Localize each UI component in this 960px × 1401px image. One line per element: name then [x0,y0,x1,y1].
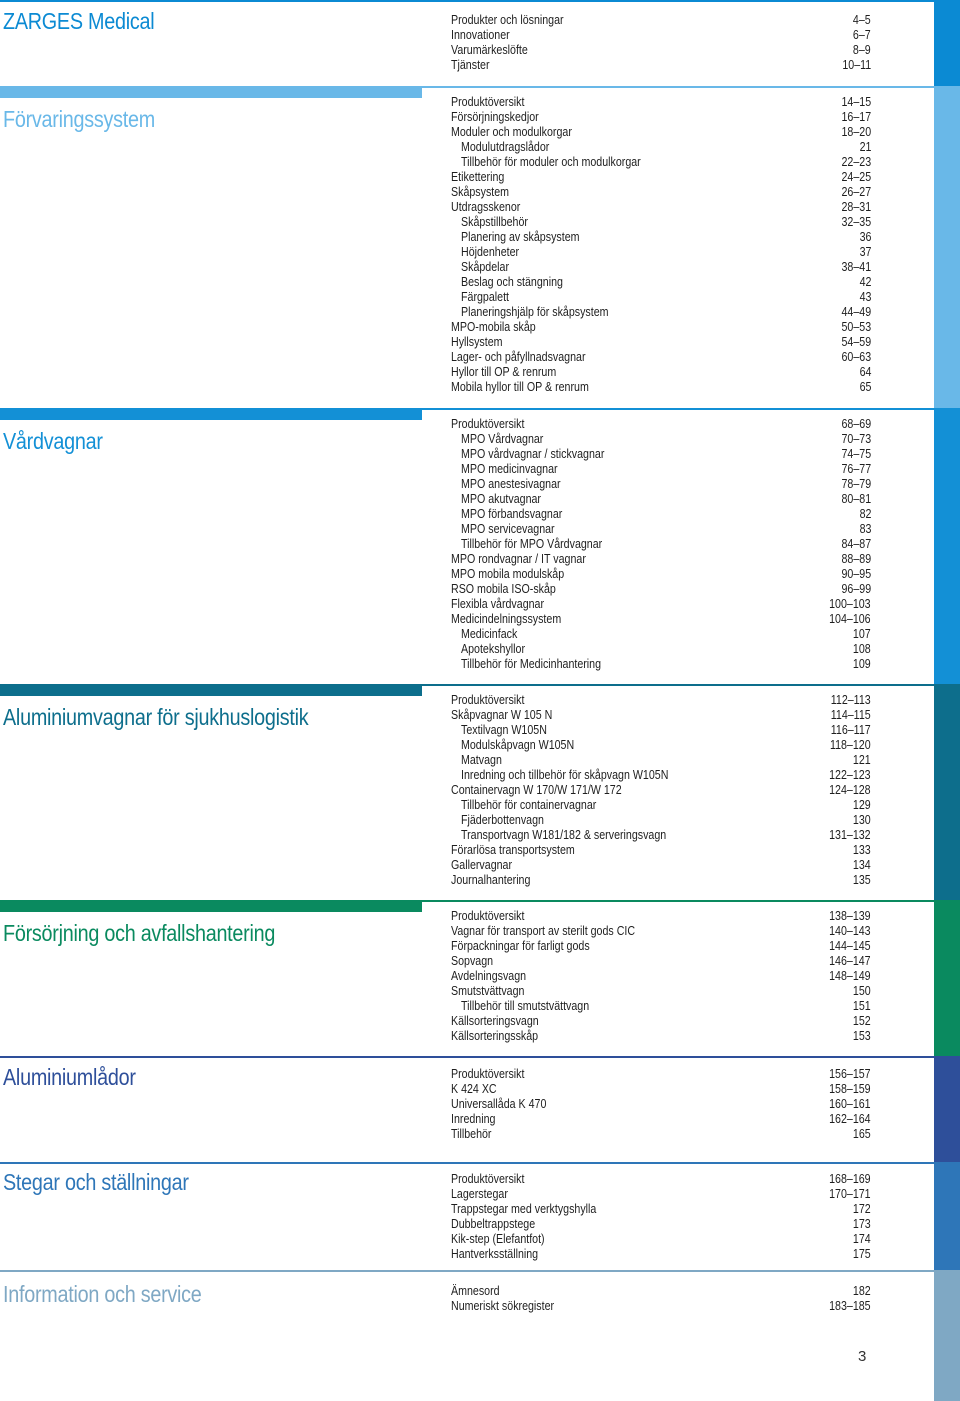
toc-entry[interactable]: Förarlösa transportsystem 133 [451,842,871,857]
tab-stegar [934,1162,960,1270]
toc-entry[interactable]: Beslag och stängning 42 [461,274,871,289]
section-title: Information och service [3,1281,202,1307]
toc-list [451,416,871,671]
toc-entry[interactable]: Tillbehör till smutstvättvagn 151 [461,998,871,1013]
toc-entry[interactable]: Tillbehör för containervagnar 129 [461,797,871,812]
tab-zarges-medical [934,0,960,86]
section-rule [0,1056,934,1058]
toc-entry[interactable]: Gallervagnar 134 [451,857,871,872]
section-color-bar [0,900,422,912]
toc-list [451,692,871,887]
toc-list [451,1066,871,1141]
toc-entry[interactable]: MPO servicevagnar 83 [461,521,871,536]
toc-entry[interactable]: MPO anestesivagnar 78–79 [461,476,871,491]
toc-entry[interactable]: Flexibla vårdvagnar 100–103 [451,596,871,611]
toc-entry[interactable]: Källsorteringsskåp 153 [451,1028,871,1043]
section-rule [0,1162,934,1164]
section-color-bar [0,684,422,696]
toc-entry[interactable]: Färgpalett 43 [461,289,871,304]
toc-entry[interactable]: Produkter och lösningar 4–5 [451,12,871,27]
toc-entry[interactable]: Tillbehör för MPO Vårdvagnar 84–87 [461,536,871,551]
section-title: Stegar och ställningar [3,1169,189,1195]
toc-entry[interactable]: Tillbehör för moduler och modulkorgar 22–23 [461,154,871,169]
page-number: 3 [858,1348,867,1365]
section-title: Försörjning och avfallshantering [3,920,276,946]
tab-forsorjning [934,900,960,1056]
toc-entry[interactable]: Försörjningskedjor 16–17 [451,109,871,124]
toc-entry[interactable]: Innovationer 6–7 [451,27,871,42]
toc-entry[interactable]: Fjäderbottenvagn 130 [461,812,871,827]
toc-entry[interactable]: Hantverksställning 175 [451,1246,871,1261]
toc-entry[interactable]: Förpackningar för farligt gods 144–145 [451,938,871,953]
toc-entry[interactable]: Källsorteringsvagn 152 [451,1013,871,1028]
toc-entry[interactable]: Transportvagn W181/182 & serveringsvagn 131–132 [461,827,871,842]
tab-vardvagnar [934,408,960,684]
section-rule [0,0,934,2]
toc-entry[interactable]: Produktöversikt 156–157 [451,1066,871,1081]
toc-entry[interactable]: MPO medicinvagnar 76–77 [461,461,871,476]
toc-entry[interactable]: Tjänster 10–11 [451,57,871,72]
section-title: Förvaringssystem [3,106,155,132]
toc-entry[interactable]: Dubbeltrappstege 173 [451,1216,871,1231]
toc-entry[interactable]: Tillbehör för Medicinhantering 109 [461,656,871,671]
toc-entry[interactable]: Produktöversikt 68–69 [451,416,871,431]
toc-entry[interactable]: Modulskåpvagn W105N 118–120 [461,737,871,752]
toc-entry[interactable]: Hyllsystem 54–59 [451,334,871,349]
toc-entry[interactable]: Numeriskt sökregister 183–185 [451,1298,871,1313]
toc-list [451,1283,871,1313]
toc-entry[interactable]: Hyllor till OP & renrum 64 [451,364,871,379]
toc-entry[interactable]: Moduler och modulkorgar 18–20 [451,124,871,139]
toc-entry[interactable]: Journalhantering 135 [451,872,871,887]
toc-entry[interactable]: Inredning och tillbehör för skåpvagn W105N 122–123 [461,767,871,782]
section-title: ZARGES Medical [3,8,155,34]
toc-entry[interactable]: Sopvagn 146–147 [451,953,871,968]
toc-entry[interactable]: Utdragsskenor 28–31 [451,199,871,214]
toc-list [451,908,871,1043]
toc-entry[interactable]: MPO-mobila skåp 50–53 [451,319,871,334]
toc-entry[interactable]: Skåpstillbehör 32–35 [461,214,871,229]
tab-forvaringssystem [934,86,960,408]
tab-aluminiumvagnar [934,684,960,900]
toc-entry[interactable]: Matvagn 121 [461,752,871,767]
toc-entry[interactable]: Höjdenheter 37 [461,244,871,259]
toc-entry[interactable]: Varumärkeslöfte 8–9 [451,42,871,57]
section-title: Vårdvagnar [3,428,103,454]
toc-list [451,12,871,72]
toc-list [451,94,871,394]
toc-entry[interactable]: Tillbehör 165 [451,1126,871,1141]
toc-entry[interactable]: Produktöversikt 112–113 [451,692,871,707]
section-color-bar [0,408,422,420]
toc-entry[interactable]: Modulutdragslådor 21 [461,139,871,154]
section-title: Aluminiumlådor [3,1064,136,1090]
toc-entry[interactable]: Ämnesord 182 [451,1283,871,1298]
toc-entry[interactable]: Skåpsystem 26–27 [451,184,871,199]
toc-entry[interactable]: Produktöversikt 14–15 [451,94,871,109]
toc-entry[interactable]: Mobila hyllor till OP & renrum 65 [451,379,871,394]
toc-entry[interactable]: K 424 XC 158–159 [451,1081,871,1096]
toc-entry[interactable]: Medicindelningssystem 104–106 [451,611,871,626]
toc-entry[interactable]: Inredning 162–164 [451,1111,871,1126]
toc-entry[interactable]: MPO akutvagnar 80–81 [461,491,871,506]
toc-entry[interactable]: Skåpvagnar W 105 N 114–115 [451,707,871,722]
toc-entry[interactable]: Containervagn W 170/W 171/W 172 124–128 [451,782,871,797]
toc-entry[interactable]: Smutstvättvagn 150 [451,983,871,998]
toc-entry[interactable]: MPO mobila modulskåp 90–95 [451,566,871,581]
toc-entry[interactable]: Apotekshyllor 108 [461,641,871,656]
toc-entry[interactable]: Trappstegar med verktygshylla 172 [451,1201,871,1216]
toc-entry[interactable]: Planeringshjälp för skåpsystem 44–49 [461,304,871,319]
toc-entry[interactable]: Produktöversikt 138–139 [451,908,871,923]
toc-entry[interactable]: Etikettering 24–25 [451,169,871,184]
toc-entry[interactable]: Medicinfack 107 [461,626,871,641]
toc-entry[interactable]: Kik-step (Elefantfot) 174 [451,1231,871,1246]
toc-entry[interactable]: Vagnar för transport av sterilt gods CIC 140–143 [451,923,871,938]
toc-list [451,1171,871,1261]
section-rule [0,1270,934,1272]
toc-entry[interactable]: Lager- och påfyllnadsvagnar 60–63 [451,349,871,364]
toc-entry[interactable]: Lagerstegar 170–171 [451,1186,871,1201]
toc-entry[interactable]: RSO mobila ISO-skåp 96–99 [451,581,871,596]
toc-entry[interactable]: Produktöversikt 168–169 [451,1171,871,1186]
toc-entry[interactable]: MPO Vårdvagnar 70–73 [461,431,871,446]
section-title: Aluminiumvagnar för sjukhuslogistik [3,704,309,730]
tab-aluminiumlador [934,1056,960,1162]
toc-entry[interactable]: Universallåda K 470 160–161 [451,1096,871,1111]
toc-entry[interactable]: Avdelningsvagn 148–149 [451,968,871,983]
toc-entry[interactable]: MPO vårdvagnar / stickvagnar 74–75 [461,446,871,461]
color-tab-sidebar [934,0,960,1401]
tab-information [934,1270,960,1401]
toc-entry[interactable]: MPO förbandsvagnar 82 [461,506,871,521]
toc-entry[interactable]: Planering av skåpsystem 36 [461,229,871,244]
toc-entry[interactable]: Textilvagn W105N 116–117 [461,722,871,737]
toc-entry[interactable]: Skåpdelar 38–41 [461,259,871,274]
toc-entry[interactable]: MPO rondvagnar / IT vagnar 88–89 [451,551,871,566]
section-color-bar [0,86,422,98]
